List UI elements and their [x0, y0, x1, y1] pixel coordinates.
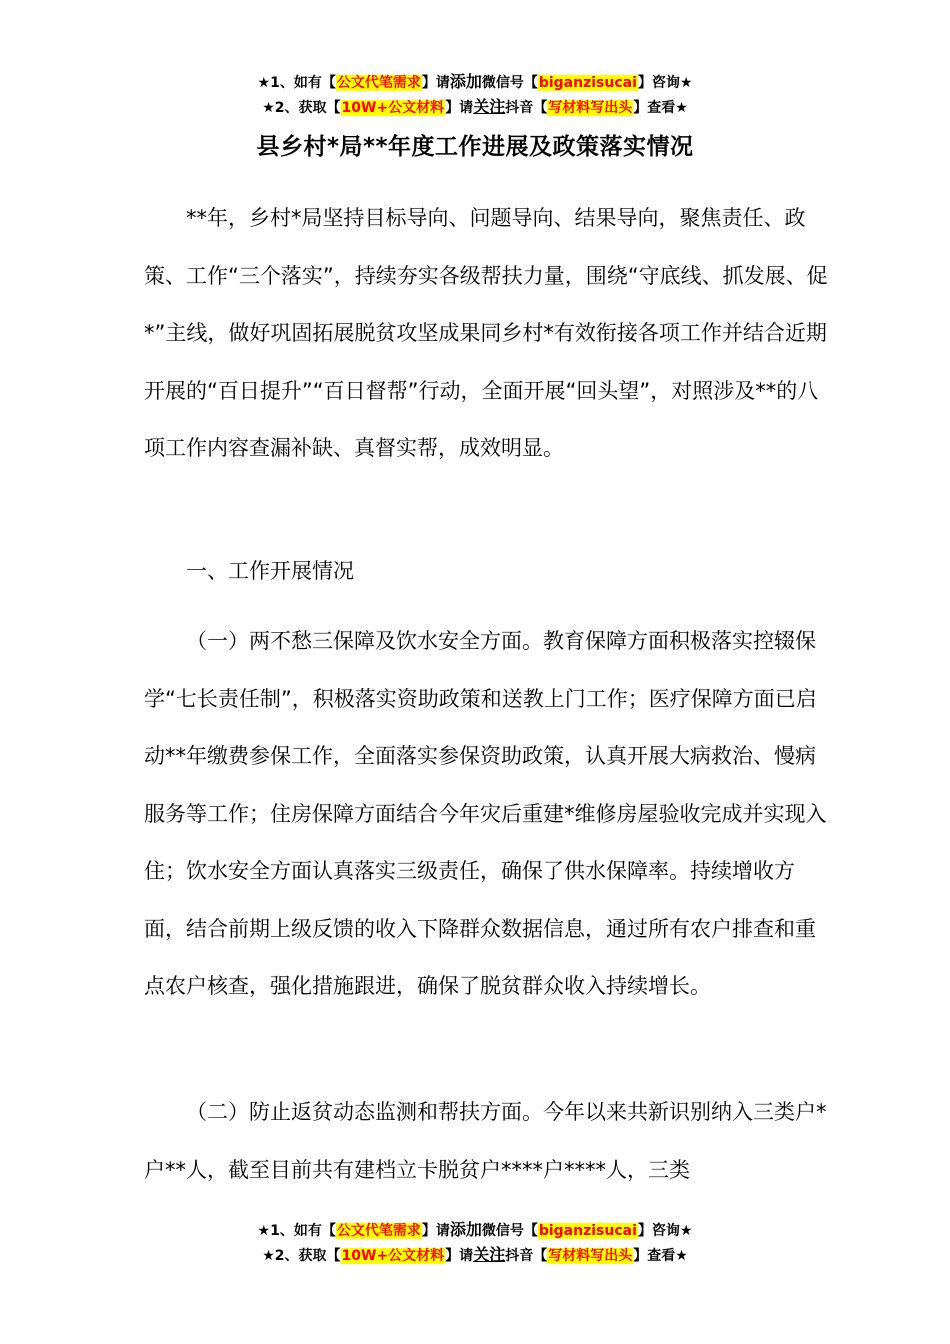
banner-text: 】请	[445, 100, 474, 116]
body-paragraph: （一）两不愁三保障及饮水安全方面。教育保障方面积极落实控辍保学“七长责任制”，积极落实资助政策和送教上门工作；医疗保障方面已启动**年缴费参保工作，全面落实参保资助政策，认真开展大病救治、慢病服务等工作；住房保障方面结合今年灾后重建*维修房屋验收完成并实现入住；饮水安全方面认真落实三级责任，确保了供水保障率。持续增收方面，结合前期上级反馈的收入下降群众数据信息，通过所有农户排查和重点农户核查，强化措施跟进，确保了脱贫群众收入持续增长。	[144, 629, 827, 998]
banner-emphasis: 关注	[473, 1245, 506, 1264]
banner-text: 抖音【	[505, 1248, 548, 1264]
banner-text: ★1、如有【	[257, 1223, 336, 1239]
banner-highlight: 10W+公文材料	[341, 100, 445, 116]
banner-highlight: 10W+公文材料	[341, 1248, 445, 1264]
banner-highlight: 写材料写出头	[548, 100, 633, 116]
body-paragraph: （二）防止返贫动态监测和帮扶方面。今年以来共新识别纳入三类户*户**人，截至目前共有建档立卡脱贫户****户****人，三类	[144, 1100, 827, 1182]
section-heading: 一、工作开展情况	[186, 559, 354, 583]
banner-text: ★2、获取【	[262, 1248, 341, 1264]
banner-text: 】查看★	[633, 1248, 688, 1264]
banner-highlight: biganzisucai	[538, 1223, 637, 1239]
banner-text: 】请	[445, 1248, 474, 1264]
banner-highlight: biganzisucai	[538, 75, 637, 91]
banner-line-2	[0, 95, 950, 120]
banner-emphasis: 添加	[449, 1220, 482, 1239]
header-banner	[0, 70, 950, 120]
intro-paragraph: **年，乡村*局坚持目标导向、问题导向、结果导向，聚焦责任、政策、工作“三个落实”，持续夯实各级帮扶力量，围绕“守底线、抓发展、促*”主线，做好巩固拓展脱贫攻坚成果同乡村*有效衔接各项工作并结合近期开展的“百日提升”“百日督帮”行动，全面开展“回头望”，对照涉及**的八项工作内容查漏补缺、真督实帮，成效明显。	[144, 206, 828, 460]
banner-text: 】请	[421, 75, 450, 91]
banner-text: 】查看★	[633, 100, 688, 116]
banner-text: 】咨询★	[637, 75, 693, 91]
document-title: 县乡村*局**年度工作进展及政策落实情况	[256, 134, 694, 160]
banner-text: 】咨询★	[637, 1223, 693, 1239]
banner-highlight: 公文代笔需求	[336, 75, 421, 91]
banner-line-1	[0, 70, 950, 95]
footer-banner	[0, 1218, 950, 1268]
banner-emphasis: 关注	[473, 97, 506, 116]
banner-text: 】请	[421, 1223, 450, 1239]
banner-highlight: 公文代笔需求	[336, 1223, 421, 1239]
banner-text: 微信号【	[481, 1223, 538, 1239]
banner-highlight: 写材料写出头	[548, 1248, 633, 1264]
banner-text: 微信号【	[481, 75, 538, 91]
banner-text: ★1、如有【	[257, 75, 336, 91]
banner-text: 抖音【	[505, 100, 548, 116]
banner-line-2	[0, 1243, 950, 1268]
banner-emphasis: 添加	[449, 72, 482, 91]
banner-text: ★2、获取【	[262, 100, 341, 116]
banner-line-1	[0, 1218, 950, 1243]
